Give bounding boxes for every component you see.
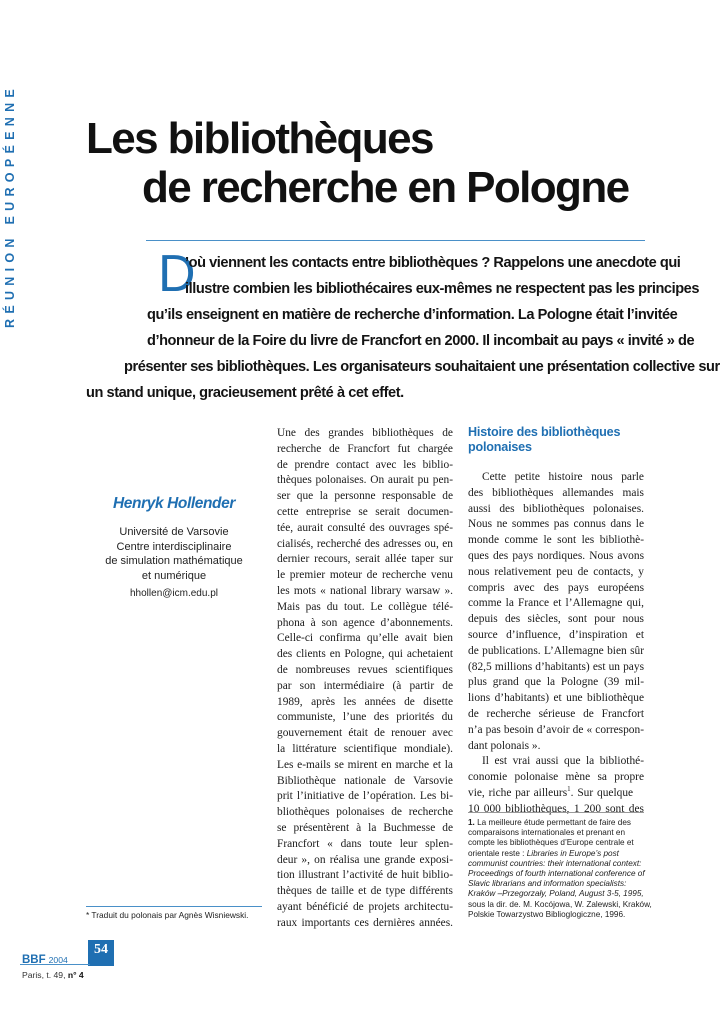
footnote-italic: communist countries: their international context: — [468, 858, 642, 868]
author-block — [86, 495, 262, 599]
text-line: thèques de taille et de type différents — [277, 885, 453, 898]
footnote-text: La meilleure étude permettant de faire des — [477, 818, 631, 827]
affiliation-line: Université de Varsovie — [119, 526, 229, 538]
text-line: conomie polonaise mène sa propre — [468, 771, 644, 784]
issue-number: n° 4 — [67, 970, 84, 980]
footnote-italic: Proceedings of fourth international conference of — [468, 869, 645, 879]
section-heading: Histoire des bibliothèques polonaises — [468, 425, 621, 454]
journal-title: BBF — [22, 954, 46, 966]
text-line: le premier moteur de recherche venu — [277, 569, 453, 582]
author-name: Henryk Hollender — [113, 495, 235, 512]
section-side-label: RÉUNION EUROPÉENNE — [3, 83, 17, 328]
journal-year: 2004 — [48, 955, 68, 965]
translator-rule — [86, 906, 262, 907]
text-line: raux importants ces dernières années. — [277, 916, 453, 929]
footnote-italic: Kraków –Przegorzały, Poland, August 3-5, 1995, — [468, 889, 644, 899]
title-rule — [146, 240, 645, 241]
lead-line: d’honneur de la Foire du livre de Francfort en 2000. Il incombait au pays « invité » de — [147, 333, 695, 349]
lead-line: illustre combien les bibliothécaires eux-mêmes ne respectent pas les principes — [185, 281, 699, 297]
lead-line: présenter ses bibliothèques. Les organisateurs souhaitaient une présentation collective sur — [124, 359, 720, 375]
text-line: Il est vrai aussi que la bibliothé- — [482, 755, 644, 768]
footnote-line — [468, 849, 658, 859]
text-line: dant polonais ». — [468, 739, 541, 752]
footnote-line: comparaisons internationales et prenant en — [468, 828, 626, 838]
text-line: Bibliothèque nationale de Varsovie — [277, 774, 453, 787]
text-line: aussi des bibliothèques polonaises. — [468, 502, 644, 515]
affiliation-line: Centre interdisciplinaire — [116, 540, 232, 553]
text-line: monde comme le sont les bibliothè- — [468, 534, 644, 547]
text-line: de prendre contact avec les biblio- — [277, 458, 453, 471]
text-line: des bibliothèques allemandes mais — [468, 486, 644, 499]
text-line: de nombreuses revues scientifiques — [277, 663, 453, 676]
drop-cap: D — [158, 245, 196, 303]
page-number: 54 — [88, 940, 114, 966]
text-line: cette entreprise se serait documen- — [277, 505, 453, 518]
text-line: 1989, après les années de disette — [277, 695, 453, 708]
text-fragment: . Sur quelque — [570, 786, 634, 799]
footnote-ref[interactable]: 1 — [567, 785, 571, 794]
footnote-line — [468, 879, 658, 889]
text-line: se présentèrent à la Buchmesse de — [277, 821, 453, 834]
text-line: prit l’initiative de l’opération. Les bi- — [277, 790, 453, 803]
article-title — [86, 114, 686, 212]
lead-line: un stand unique, gracieusement prêté à cet effet. — [86, 385, 404, 401]
footnote-text: orientale reste : — [468, 848, 525, 858]
lead-line: qu’ils enseignent en matière de recherche d’information. La Pologne était l’invitée — [147, 307, 678, 323]
text-line: cialisés, recherché des adresses ou, en — [277, 537, 453, 550]
text-line: ser que la personne responsable de — [277, 490, 453, 503]
footnote-line — [468, 889, 658, 899]
footnote-italic: Slavic librarians and information specialists: — [468, 879, 627, 889]
journal-name — [22, 950, 68, 968]
text-line: de recherche sérieuse de Francfort — [468, 707, 644, 720]
volume-info — [22, 970, 84, 980]
text-line — [468, 786, 644, 802]
affiliation-line: et numérique — [141, 569, 207, 582]
footnote-number: 1. — [468, 818, 475, 827]
text-line: source d’influence, d’inspiration et — [468, 628, 644, 641]
affiliation-line: de simulation mathématique — [105, 555, 243, 568]
text-line: 10 000 bibliothèques, 1 200 sont des — [468, 802, 644, 815]
text-line: depuis des siècles, sont pour nous — [468, 613, 644, 626]
text-line: Cette petite histoire nous parle — [482, 471, 644, 483]
footnote-line — [468, 859, 658, 869]
text-line: deur », on réalisa une grande exposi- — [277, 853, 453, 866]
author-email: hhollen@icm.edu.pl — [130, 588, 218, 600]
text-line: compris avec des pays européens — [468, 581, 644, 594]
text-line: gouvernement était de renouer avec — [277, 727, 453, 740]
text-line: (82,5 millions d’habitants) est un pays — [468, 660, 644, 673]
text-line: lions d’habitants) et une bibliothèque — [468, 692, 644, 705]
footnote-line: sous la dir. de. M. Kocójowa, W. Zalewski, Kraków, — [468, 899, 652, 909]
text-line: les mots « national library warsaw ». — [277, 584, 453, 597]
body-column-3 — [468, 470, 644, 818]
text-line: Mais pas du tout. Le collègue télé- — [277, 600, 453, 613]
lead-line: ’où viennent les contacts entre bibliothèques ? Rappelons une anecdote qui — [185, 255, 681, 271]
footnote-1 — [468, 818, 658, 920]
body-column-2 — [277, 426, 453, 932]
text-line: comme la France et l’Allemagne qui, — [468, 597, 644, 610]
text-fragment: vie, riche par ailleurs — [468, 786, 568, 799]
footer-rule — [20, 964, 90, 965]
text-line: plus grand que la Pologne (39 mil- — [468, 676, 644, 689]
text-line: recherche de Francfort fut chargée — [277, 442, 453, 455]
text-line: tée, aurait consulté des ouvrages spé- — [277, 521, 453, 534]
text-line: des clients en Pologne, qui achetaient — [277, 648, 453, 661]
footnote-italic: Libraries in Europe’s post — [526, 848, 619, 858]
text-line: Francfort « dans toute leur splen- — [277, 837, 453, 850]
text-line: ayant bénéficié de projets architectu- — [277, 900, 453, 913]
text-line: phona à son agence d’abonnements. — [277, 616, 453, 629]
text-line: Une des grandes bibliothèques de — [277, 427, 453, 439]
translator-note: * Traduit du polonais par Agnès Wisniewski. — [86, 910, 249, 920]
text-line: Nous ne sommes pas connus dans le — [468, 518, 644, 531]
text-line: tion illustrant l’activité de huit biblio- — [277, 869, 453, 882]
text-line: nous relativement peu de contacts, y — [468, 565, 644, 578]
footnote-line — [468, 869, 658, 879]
text-line: la littérature scientifique mondiale). — [277, 742, 453, 755]
text-line: Les e-mails se mirent en marche et la — [277, 758, 453, 771]
footnote-rule — [468, 812, 644, 813]
text-line: thèques polonaises. On aurait pu pen- — [277, 474, 453, 487]
text-line: dernier recours, serait allée taper sur — [277, 553, 453, 566]
text-line: ques des pays nordiques. Nous avons — [468, 549, 644, 562]
title-line-2: de recherche en Pologne — [142, 163, 629, 212]
footnote-line — [468, 818, 658, 828]
text-line: de publications. L’Allemagne bien sûr — [468, 644, 644, 657]
text-line: Celle-ci confirma qu’elle avait bien — [277, 632, 453, 645]
footnote-line: Polskie Towarzystwo Biblioglogiczne, 1996. — [468, 909, 626, 919]
text-line: n’a pas besoin d’avoir de « correspon- — [468, 723, 644, 736]
volume-text: Paris, t. 49, — [22, 970, 66, 980]
text-line: par son intermédiaire (à partir de — [277, 679, 453, 692]
title-line-1: Les bibliothèques — [86, 114, 433, 163]
text-line: bliothèques polonaises de recherche — [277, 806, 453, 819]
footnote-line: compte les bibliothèques d’Europe centrale et — [468, 838, 634, 848]
text-line: communiste, l’une des priorités du — [277, 711, 453, 724]
